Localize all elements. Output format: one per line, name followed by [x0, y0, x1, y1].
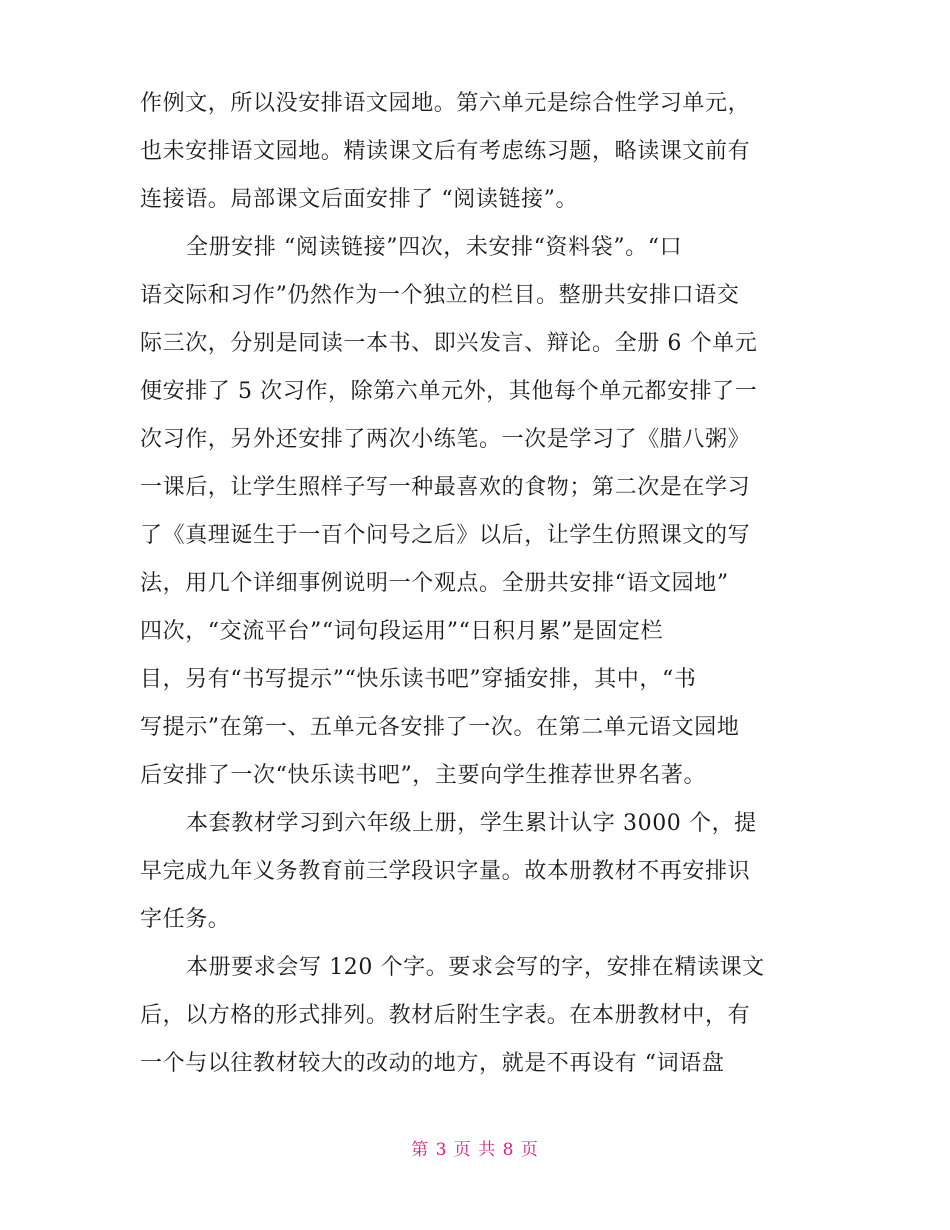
text-line: 本套教材学习到六年级上册，学生累计认字 3000 个，提	[186, 811, 757, 836]
text-line: 际三次，分别是同读一本书、即兴发言、辩论。全册 6 个单元	[140, 331, 758, 356]
text-line: 法，用几个详细事例说明一个观点。全册共安排“语文园地”	[140, 571, 729, 596]
text-line: 一个与以往教材较大的改动的地方，就是不再设有 “词语盘	[140, 1051, 725, 1076]
text-line: 目，另有“书写提示”“快乐读书吧”穿插安排，其中，“书	[140, 667, 697, 692]
text-line: 写提示”在第一、五单元各安排了一次。在第二单元语文园地	[140, 715, 740, 740]
text-line: 次习作，另外还安排了两次小练笔。一次是学习了《腊八粥》	[140, 427, 751, 452]
text-line: 一课后，让学生照样子写一种最喜欢的食物；第二次是在学习	[140, 475, 751, 500]
text-line: 语交际和习作”仍然作为一个独立的栏目。整册共安排口语交	[140, 283, 740, 308]
text-line: 便安排了 5 次习作，除第六单元外，其他每个单元都安排了一	[140, 379, 758, 404]
text-line: 早完成九年义务教育前三学段识字量。故本册教材不再安排识	[140, 859, 751, 884]
text-line: 作例文，所以没安排语文园地。第六单元是综合性学习单元，	[140, 91, 751, 116]
text-line: 本册要求会写 120 个字。要求会写的字，安排在精读课文	[186, 955, 765, 980]
text-line: 全册安排 “阅读链接”四次，未安排“资料袋”。“口	[186, 235, 683, 260]
document-body	[140, 80, 810, 1088]
text-line: 也未安排语文园地。精读课文后有考虑练习题，略读课文前有	[140, 139, 751, 164]
text-line: 四次，“交流平台”“词句段运用”“日积月累”是固定栏	[140, 619, 664, 644]
text-line: 字任务。	[140, 907, 231, 932]
page-number-footer: 第 3 页 共 8 页	[411, 1140, 539, 1160]
text-line: 连接语。局部课文后面安排了 “阅读链接”。	[140, 187, 579, 212]
text-line: 后安排了一次“快乐读书吧”，主要向学生推荐世界名著。	[140, 763, 707, 788]
text-line: 了《真理诞生于一百个问号之后》以后，让学生仿照课文的写	[140, 523, 751, 548]
text-line: 后，以方格的形式排列。教材后附生字表。在本册教材中，有	[140, 1003, 751, 1028]
